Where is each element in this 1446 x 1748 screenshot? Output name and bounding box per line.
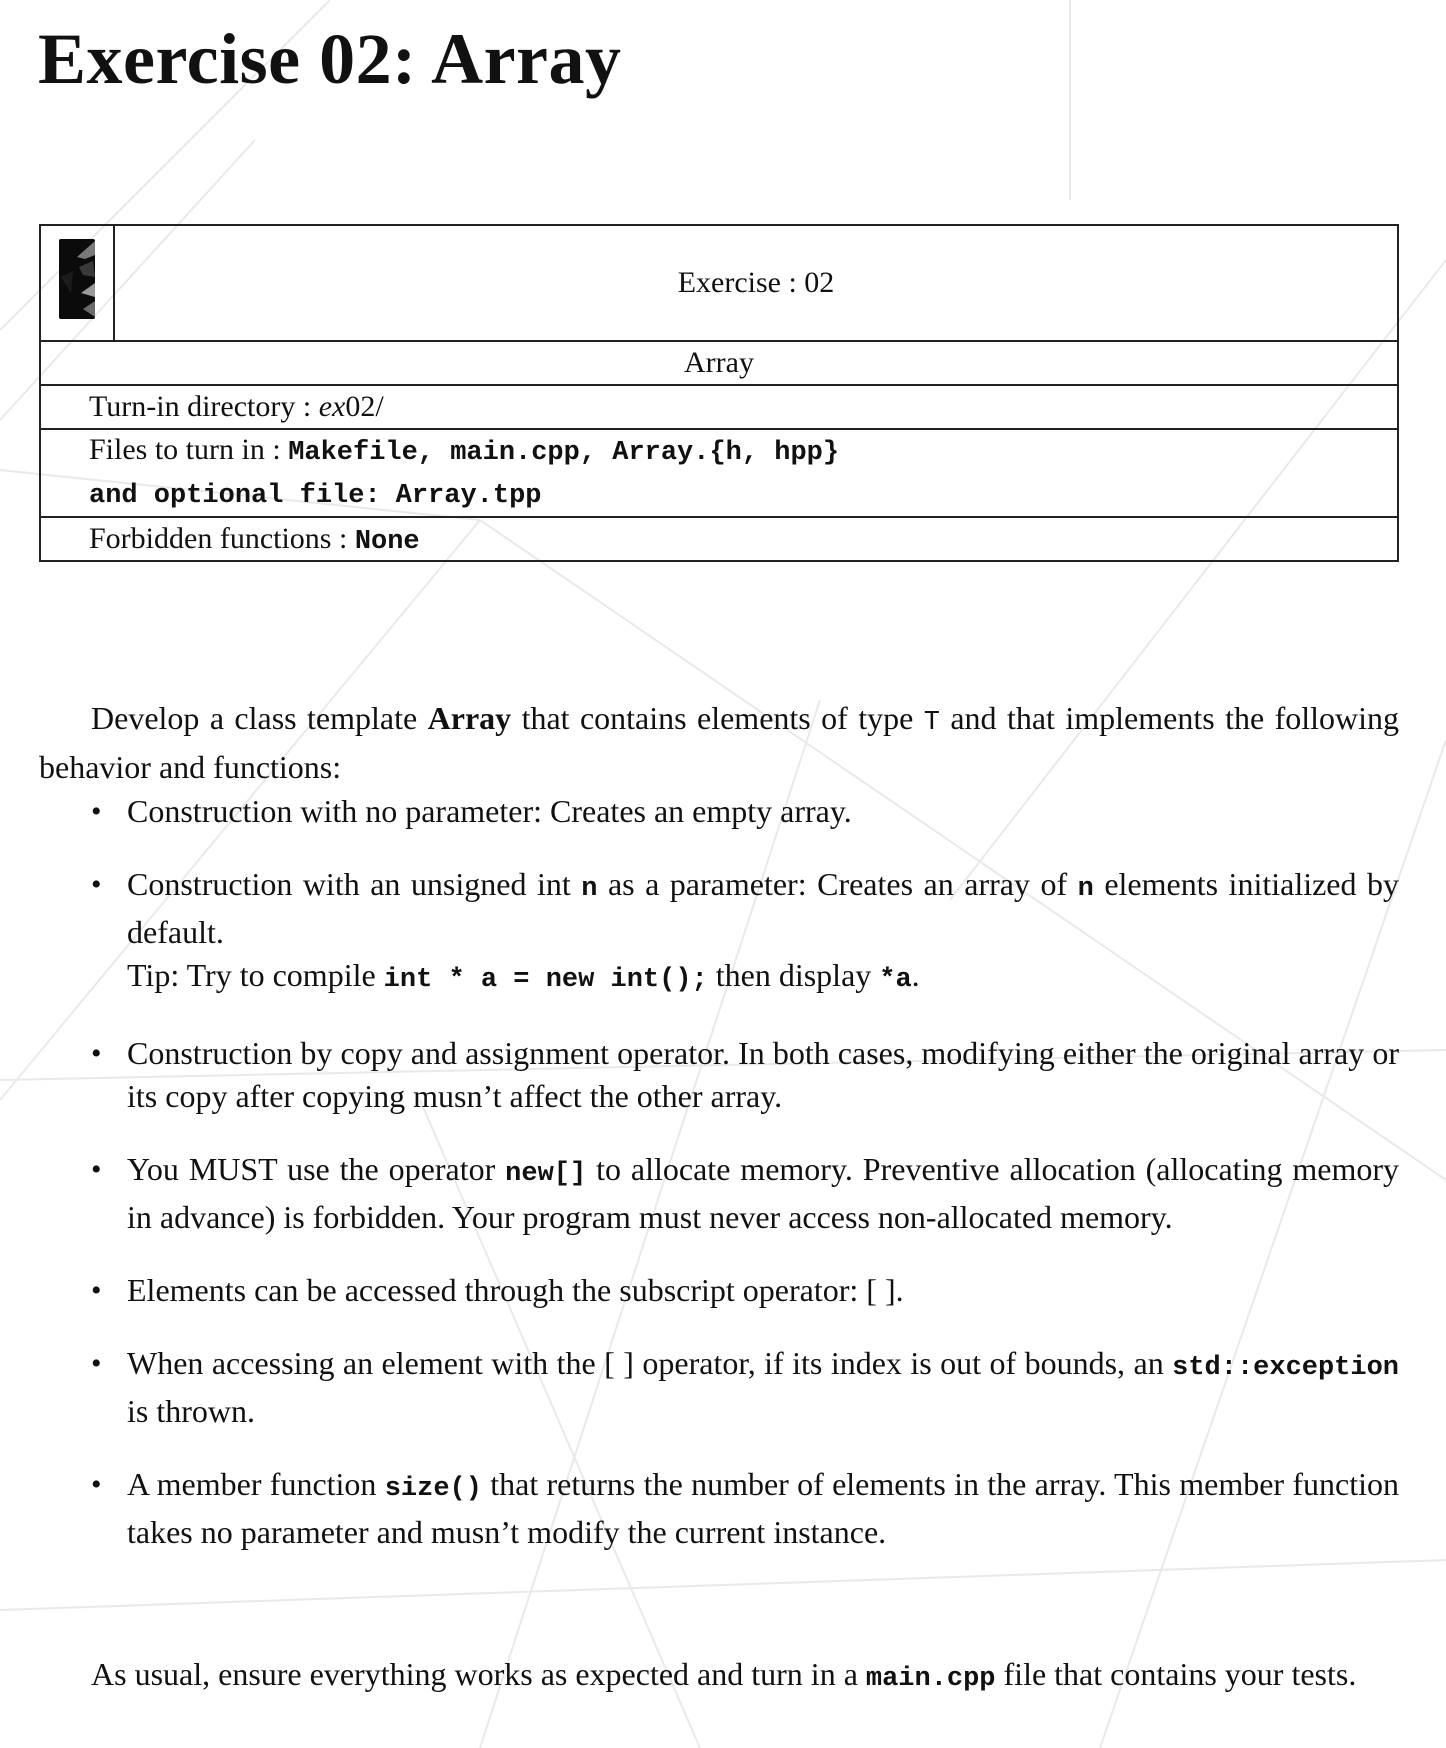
files-to-turn-in-row: [40, 429, 1398, 517]
exercise-name-cell: Array: [40, 341, 1398, 385]
item-text: is thrown.: [127, 1393, 255, 1429]
bullet-icon: •: [91, 1153, 102, 1186]
item-text: Construction with no parameter: Creates an empty array.: [127, 793, 852, 829]
inline-code: n: [1077, 874, 1094, 904]
inline-code: n: [581, 874, 598, 904]
item-text: that returns the number of elements in the array. This member function takes no parameter and musn’t modify the current instance.: [127, 1466, 1399, 1550]
tip-text: Tip: Try to compile: [127, 957, 384, 993]
list-item: [39, 790, 1399, 833]
item-text: Construction with an unsigned int: [127, 866, 582, 902]
bullet-icon: •: [91, 868, 102, 901]
files-value: Makefile, main.cpp, Array.{h, hpp}: [288, 438, 840, 468]
42-logo-icon: [57, 237, 97, 321]
page-title: Exercise 02: Array: [38, 19, 622, 99]
list-item: [39, 1269, 1399, 1312]
forbidden-value: None: [354, 526, 420, 557]
item-text: as a parameter: Creates an array of: [597, 866, 1078, 902]
logo-cell: [40, 225, 114, 341]
list-item: [39, 1342, 1399, 1433]
item-text: When accessing an element with the [ ] operator, if its index is out of bounds, an: [127, 1345, 1173, 1381]
intro-paragraph: [39, 696, 1399, 789]
item-text: elements initialized by default.: [127, 866, 1400, 950]
bullet-icon: •: [91, 1274, 102, 1307]
requirements-list: [39, 790, 1399, 1584]
type-param-code: T: [923, 708, 940, 738]
intro-text: Develop a class template: [91, 700, 428, 736]
list-item: [39, 1148, 1399, 1239]
turn-in-dir-italic: ex: [318, 390, 346, 423]
list-item: [39, 863, 1399, 1002]
outro-text: As usual, ensure everything works as expected and turn in a: [91, 1656, 866, 1692]
intro-text: and that implements the following behavior and functions:: [39, 700, 1400, 785]
item-text: A member function: [127, 1466, 385, 1502]
optional-label: and optional file:: [89, 481, 381, 511]
class-name-bold: Array: [427, 700, 512, 736]
outro-text: file that contains your tests.: [995, 1656, 1357, 1692]
list-item: [39, 1463, 1399, 1554]
forbidden-functions-row: [40, 517, 1398, 561]
forbidden-label: Forbidden functions :: [89, 521, 355, 555]
bullet-icon: •: [91, 795, 102, 828]
bullet-icon: •: [91, 1468, 102, 1501]
inline-code: *a: [879, 965, 912, 995]
list-item: [39, 1032, 1399, 1118]
item-text: Elements can be accessed through the subscript operator: [ ].: [127, 1272, 904, 1308]
inline-code: new[]: [505, 1159, 587, 1189]
item-text: You MUST use the operator: [127, 1151, 506, 1187]
inline-code: std::exception: [1172, 1353, 1399, 1383]
optional-value: Array.tpp: [395, 481, 542, 511]
turn-in-directory-row: [40, 385, 1398, 429]
inline-code: main.cpp: [865, 1664, 996, 1694]
inline-code: size(): [384, 1474, 482, 1504]
outro-paragraph: [39, 1652, 1399, 1701]
bullet-icon: •: [91, 1347, 102, 1380]
tip-text: .: [911, 957, 920, 993]
intro-text: that contains elements of type: [511, 700, 924, 736]
item-text: to allocate memory. Preventive allocation (allocating memory in advance) is forbidden. Your program must never access non-allocated memory.: [127, 1151, 1400, 1235]
turn-in-label: Turn-in directory :: [89, 390, 319, 423]
files-label: Files to turn in :: [89, 433, 289, 466]
bullet-icon: •: [91, 1037, 102, 1070]
turn-in-dir-rest: 02/: [345, 390, 384, 423]
exercise-number-cell: Exercise : 02: [114, 225, 1398, 341]
exercise-info-table: [39, 224, 1399, 562]
item-text: Construction by copy and assignment operator. In both cases, modifying either the original array or its copy after copying musn’t affect the other array.: [127, 1035, 1399, 1114]
inline-code: int * a = new int();: [383, 965, 708, 995]
tip-text: then display: [707, 957, 880, 993]
